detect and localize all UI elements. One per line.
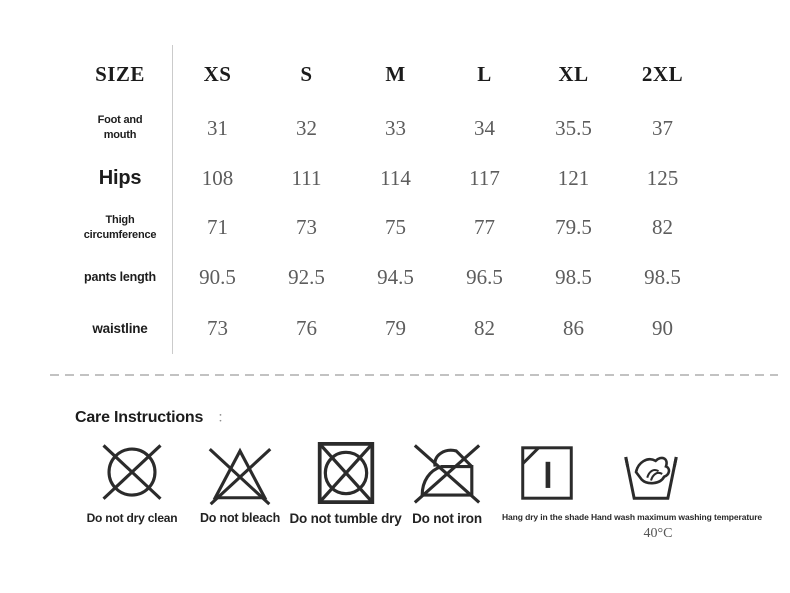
care-heading-colon: ： (217, 409, 231, 425)
table-cell: 73 (207, 315, 228, 340)
row-label-waistline: waistline (92, 320, 148, 336)
care-label: Do not dry clean (86, 511, 178, 525)
size-chart-table (68, 45, 707, 354)
size-header: SIZE (68, 45, 173, 103)
wash-temperature: 40°C (643, 526, 673, 541)
table-cell: 79 (385, 315, 406, 340)
table-cell: 35.5 (555, 115, 592, 140)
care-item-do-not-dry-clean (82, 438, 182, 525)
table-cell: 37 (652, 115, 673, 140)
table-cell: 33 (385, 115, 406, 140)
care-label-combined: Hang dry in the shade Hand wash maximum washing temperature (502, 512, 763, 522)
table-cell: 108 (201, 165, 234, 190)
care-item-do-not-iron (395, 438, 499, 526)
row-label-hips: Hips (98, 166, 142, 189)
col-header-m: M (385, 61, 406, 86)
table-cell: 31 (207, 115, 228, 140)
care-heading-text: Care Instructions (75, 409, 204, 426)
table-cell: 96.5 (466, 264, 503, 289)
col-header-s: S (300, 61, 313, 86)
table-cell: 114 (380, 165, 411, 190)
table-cell: 82 (652, 215, 673, 239)
table-cell: 125 (646, 165, 679, 190)
table-cell: 86 (563, 315, 584, 340)
table-cell: 73 (296, 215, 317, 239)
table-cell: 90.5 (199, 264, 236, 289)
care-item-group-hangdry-handwash (502, 438, 763, 542)
table-cell: 117 (469, 165, 500, 190)
care-item-do-not-bleach (190, 438, 290, 525)
col-header-xs: XS (203, 61, 232, 86)
table-cell: 82 (474, 315, 495, 340)
care-instructions-heading (75, 407, 231, 427)
row-label-pants-length: pants length (84, 270, 156, 284)
table-cell: 34 (474, 115, 495, 140)
do-not-dry-clean-icon (82, 438, 182, 508)
row-label-thigh-circumference: Thigh circumference (83, 213, 157, 241)
care-item-do-not-tumble-dry (288, 438, 403, 526)
table-cell: 77 (474, 215, 495, 239)
table-cell: 79.5 (555, 215, 592, 239)
do-not-tumble-dry-icon (288, 438, 403, 508)
dashed-divider (50, 374, 778, 376)
table-cell: 75 (385, 215, 406, 239)
table-cell: 98.5 (644, 264, 681, 289)
table-cell: 76 (296, 315, 317, 340)
hand-wash-icon (619, 438, 683, 508)
row-label-foot-and-mouth: Foot and mouth (97, 114, 143, 141)
do-not-iron-icon (395, 438, 499, 508)
table-cell: 121 (557, 165, 590, 190)
table-cell: 71 (207, 215, 228, 239)
care-label: Do not tumble dry (289, 511, 402, 526)
table-cell: 92.5 (288, 264, 325, 289)
do-not-bleach-icon (190, 438, 290, 508)
care-label: Do not iron (412, 511, 482, 526)
table-cell: 98.5 (555, 264, 592, 289)
col-header-l: L (477, 61, 492, 86)
table-cell: 32 (296, 115, 317, 140)
col-header-2xl: 2XL (641, 61, 684, 86)
table-cell: 94.5 (377, 264, 414, 289)
table-cell: 111 (291, 165, 322, 190)
hang-dry-shade-icon (519, 438, 575, 508)
table-cell: 90 (652, 315, 673, 340)
col-header-xl: XL (558, 61, 589, 86)
care-label: Do not bleach (199, 511, 281, 525)
